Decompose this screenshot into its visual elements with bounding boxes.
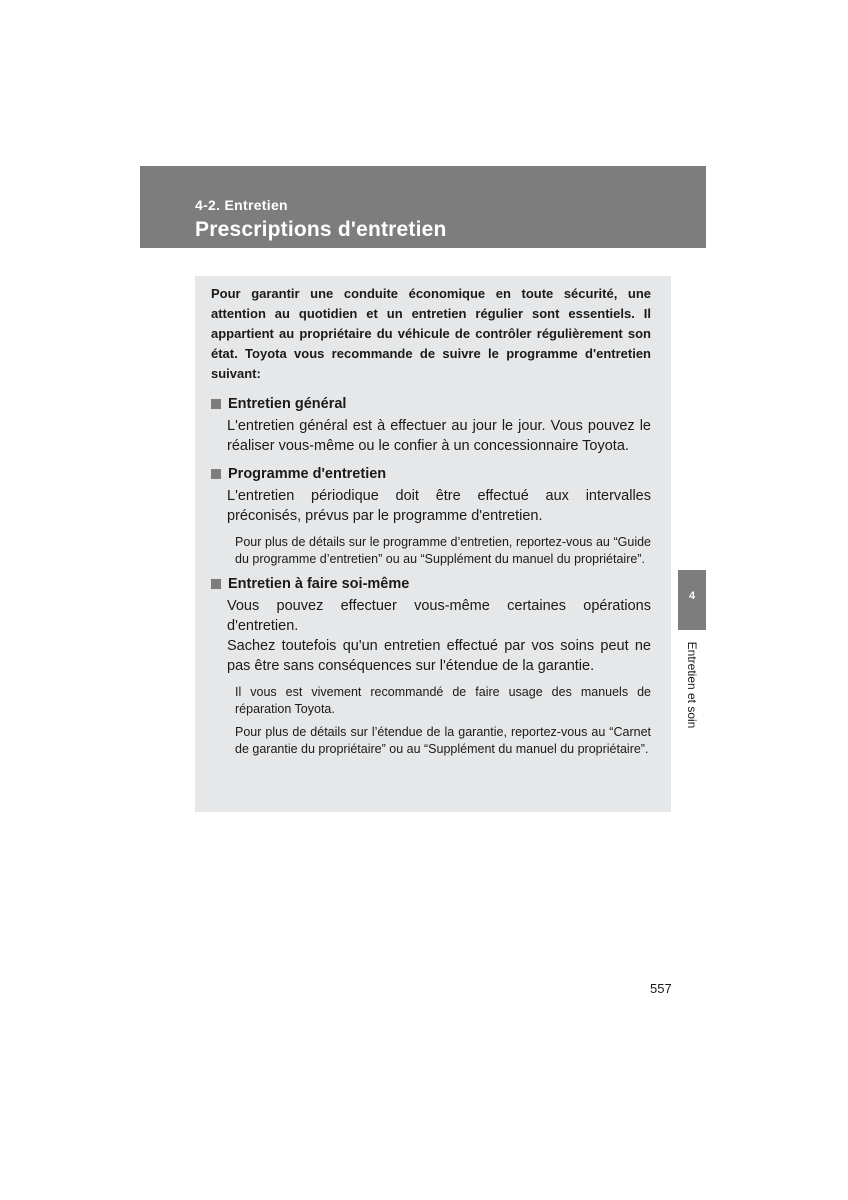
section-paragraph: Sachez toutefois qu'un entretien effectué par vos soins peut ne pas être sans conséquences sur l'étendue de la garantie. — [227, 638, 651, 674]
content-box — [195, 276, 671, 812]
chapter-tab: 4 — [678, 570, 706, 630]
section-heading-general — [211, 394, 651, 414]
section-heading-diy — [211, 574, 651, 594]
section-heading-text: Entretien général — [228, 396, 347, 412]
square-bullet-icon — [211, 469, 221, 479]
section-heading-text: Entretien à faire soi-même — [228, 576, 410, 592]
square-bullet-icon — [211, 399, 221, 409]
section-note: Pour plus de détails sur l’étendue de la garantie, reportez-vous au “Carnet de garantie du propriétaire” ou au “Supplément du manuel du propriétaire”. — [235, 725, 651, 756]
section-paragraph: L'entretien périodique doit être effectué aux intervalles préconisés, prévus par le programme d'entretien. — [227, 488, 651, 524]
page-title: Prescriptions d'entretien — [195, 218, 447, 241]
chapter-tab-label: Entretien et soin — [685, 641, 699, 729]
square-bullet-icon — [211, 579, 221, 589]
section-heading-text: Programme d'entretien — [228, 466, 387, 482]
intro-paragraph: Pour garantir une conduite économique en toute sécurité, une attention au quotidien et un entretien régulier sont essentiels. Il appartient au propriétaire du véhicule de contrôler régulièrement son état. Toyota vous recommande de suivre le programme d'entretien suivant: — [211, 286, 651, 381]
section-paragraph: L'entretien général est à effectuer au jour le jour. Vous pouvez le réaliser vous-même ou le confier à un concessionnaire Toyota. — [227, 418, 651, 454]
section-label: 4-2. Entretien — [195, 197, 288, 213]
section-heading-schedule — [211, 464, 651, 484]
section-paragraph: Vous pouvez effectuer vous-même certaines opérations d'entretien. — [227, 598, 651, 634]
section-note: Il vous est vivement recommandé de faire usage des manuels de réparation Toyota. — [235, 685, 651, 716]
page-number: 557 — [650, 981, 672, 996]
chapter-header — [140, 166, 706, 248]
section-note: Pour plus de détails sur le programme d’entretien, reportez-vous au “Guide du programme d’entretien” ou au “Supplément du manuel du propriétaire”. — [235, 535, 651, 566]
